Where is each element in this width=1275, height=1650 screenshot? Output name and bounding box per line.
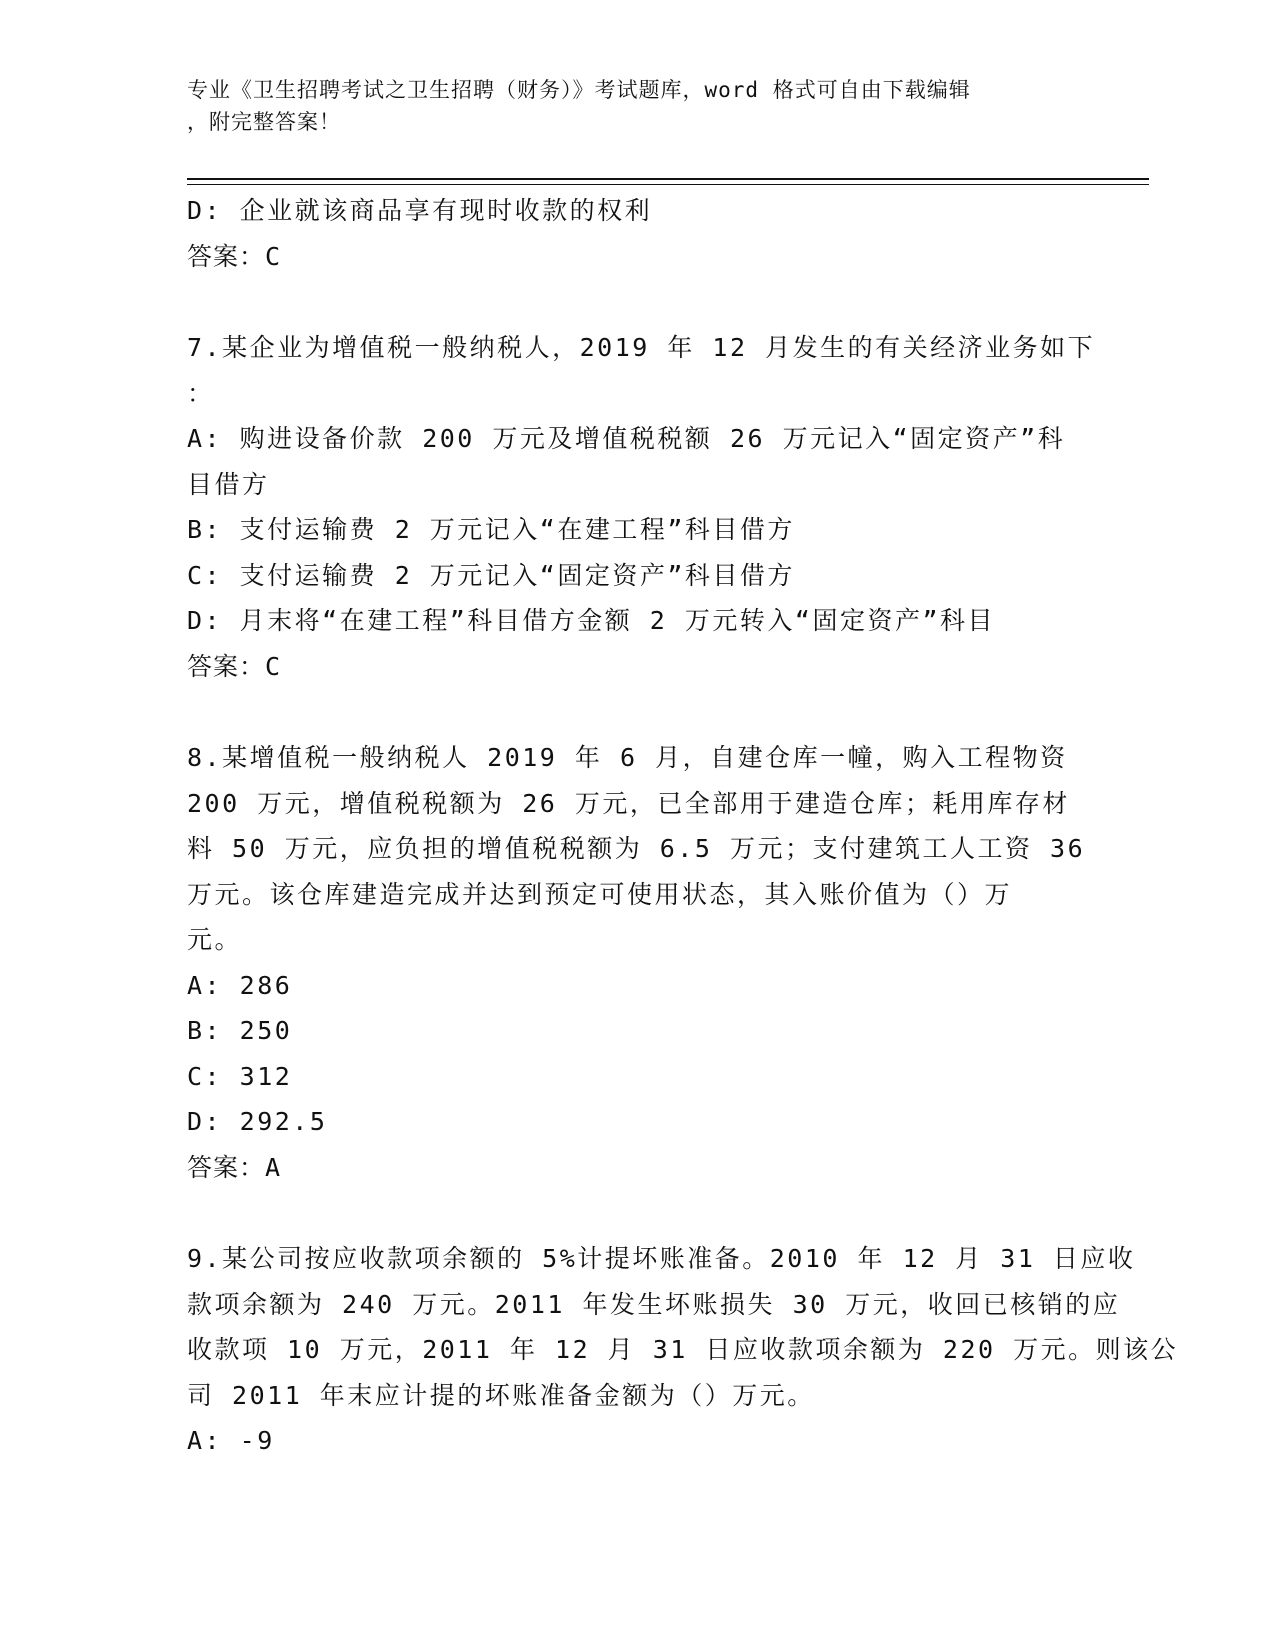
option-d: D: 月末将“在建工程”科目借方金额 2 万元转入“固定资产”科目 [187, 606, 996, 635]
previous-question-tail [187, 188, 1087, 279]
answer-label: 答案：C [187, 651, 282, 681]
option-d: D: 292.5 [187, 1107, 328, 1136]
question-text: 8.某增值税一般纳税人 2019 年 6 月，自建仓库一幢，购入工程物资 [187, 743, 1068, 772]
question-text: 款项余额为 240 万元。2011 年发生坏账损失 30 万元，收回已核销的应 [187, 1289, 1121, 1319]
question-text: 收款项 10 万元，2011 年 12 月 31 日应收款项余额为 220 万元。则该公 [187, 1335, 1179, 1364]
spacer [187, 279, 1087, 325]
option-a-continued: 目借方 [187, 469, 270, 499]
header-divider-thick [187, 178, 1149, 180]
option-a: A: 286 [187, 970, 293, 1000]
header-divider-thin [187, 184, 1149, 185]
question-9 [187, 1236, 1179, 1464]
option-b: B: 支付运输费 2 万元记入“在建工程”科目借方 [187, 515, 795, 544]
question-text: 料 50 万元，应负担的增值税税额为 6.5 万元；支付建筑工人工资 36 [187, 834, 1086, 863]
option-a: A: -9 [187, 1426, 275, 1455]
page-header [187, 74, 1067, 138]
option-a: A: 购进设备价款 200 万元及增值税税额 26 万元记入“固定资产”科 [187, 424, 1066, 453]
option-c: C: 支付运输费 2 万元记入“固定资产”科目借方 [187, 560, 795, 590]
answer-label: 答案：A [187, 1152, 282, 1182]
answer-label: 答案：C [187, 241, 282, 271]
question-8 [187, 735, 1087, 1190]
question-text: 司 2011 年末应计提的坏账准备金额为（）万元。 [187, 1380, 815, 1410]
option-b: B: 250 [187, 1016, 293, 1045]
question-text: 9.某公司按应收款项余额的 5%计提坏账准备。2010 年 12 月 31 日应收 [187, 1244, 1136, 1273]
question-text: 200 万元，增值税税额为 26 万元，已全部用于建造仓库；耗用库存材 [187, 788, 1070, 818]
header-title-line1: 专业《卫生招聘考试之卫生招聘（财务）》考试题库，word 格式可自由下载编辑 [187, 78, 971, 102]
question-text: 万元。该仓库建造完成并达到预定可使用状态，其入账价值为（）万 [187, 879, 1013, 909]
question-content [187, 188, 1179, 1464]
question-text: 7.某企业为增值税一般纳税人，2019 年 12 月发生的有关经济业务如下 [187, 333, 1096, 362]
option-c: C: 312 [187, 1061, 293, 1091]
header-title-line2: ，附完整答案！ [187, 110, 341, 134]
option-d: D: 企业就该商品享有现时收款的权利 [187, 196, 653, 225]
question-text: ： [187, 378, 215, 408]
spacer [187, 1190, 1087, 1236]
question-text: 元。 [187, 925, 243, 954]
question-7 [187, 325, 1096, 689]
spacer [187, 689, 1087, 735]
